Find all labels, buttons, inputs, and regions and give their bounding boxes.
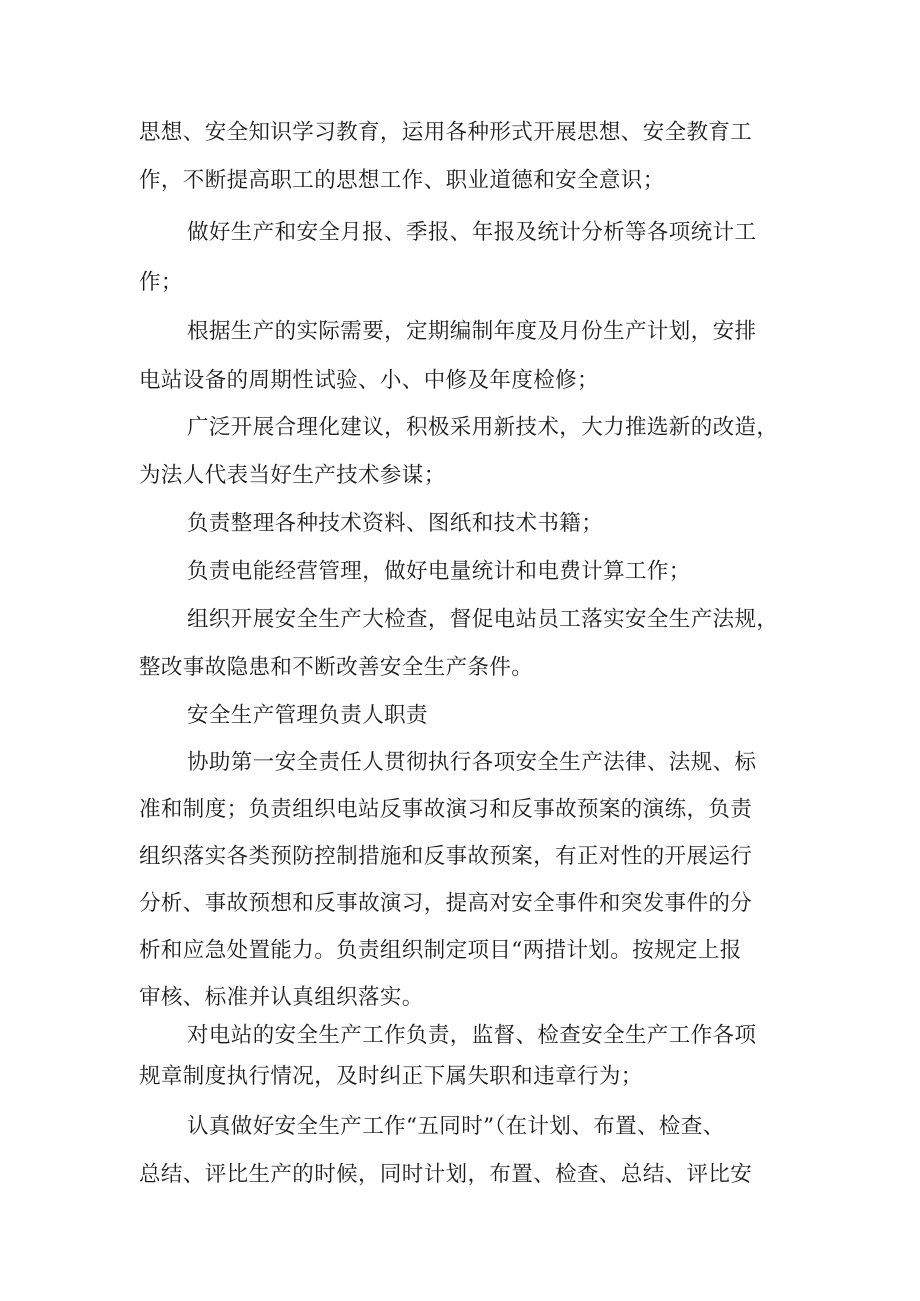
text-line: 为法人代表当好生产技术参谋； (139, 463, 446, 488)
text-line: 规章制度执行情况，及时纠正下属失职和违章行为； (139, 1064, 643, 1089)
text-line: 准和制度；负责组织电站反事故演习和反事故预案的演练，负责 (139, 797, 753, 822)
text-line: 负责整理各种技术资料、图纸和技术书籍； (187, 511, 604, 536)
text-line: 析和应急处置能力。负责组织制定项目“两措计划。按规定上报 (139, 938, 742, 963)
text-line: 审核、标准并认真组织落实。 (139, 985, 424, 1010)
text-line: 作，不断提高职工的思想工作、职业道德和安全意识； (139, 168, 665, 193)
text-line: 作； (139, 270, 183, 295)
text-line: 分析、事故预想和反事故演习，提高对安全事件和突发事件的分 (139, 891, 753, 916)
text-line: 整改事故隐患和不断改善安全生产条件。 (139, 655, 534, 680)
text-line: 组织落实各类预防控制措施和反事故预案，有正对性的开展运行 (139, 844, 753, 869)
text-line: 电站设备的周期性试验、小、中修及年度检修； (139, 368, 599, 393)
text-line: 协助第一安全责任人贯彻执行各项安全生产法律、法规、标 (187, 750, 757, 775)
text-line: 对电站的安全生产工作负责，监督、检查安全生产工作各项 (187, 1023, 757, 1048)
text-line: 思想、安全知识学习教育，运用各种形式开展思想、安全教育工 (139, 120, 753, 145)
section-heading: 安全生产管理负责人职责 (187, 703, 428, 728)
text-line: 认真做好安全生产工作“五同时”（在计划、布置、检查、 (187, 1114, 725, 1139)
text-line: 组织开展安全生产大检查，督促电站员工落实安全生产法规， (187, 607, 779, 632)
text-line: 总结、评比生产的时候，同时计划，布置、检查、总结、评比安 (139, 1162, 753, 1187)
text-line: 广泛开展合理化建议，积极采用新技术，大力推选新的改造， (187, 415, 779, 440)
text-line: 根据生产的实际需要，定期编制年度及月份生产计划，安排 (187, 319, 757, 344)
text-line: 做好生产和安全月报、季报、年报及统计分析等各项统计工 (187, 220, 757, 245)
text-line: 负责电能经营管理，做好电量统计和电费计算工作； (187, 559, 691, 584)
